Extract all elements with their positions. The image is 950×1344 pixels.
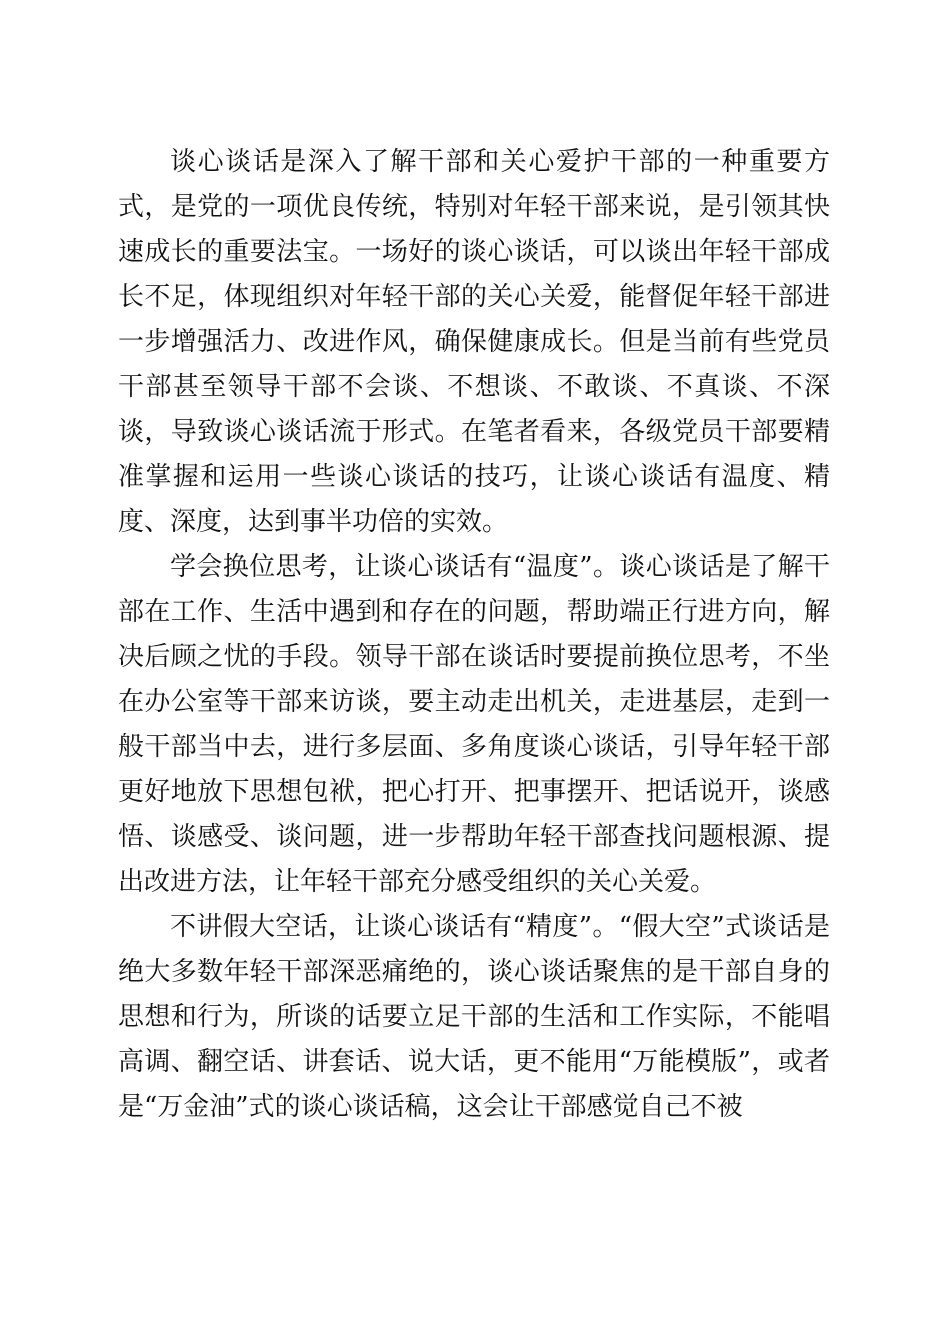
document-body	[118, 140, 830, 1130]
paragraph-warmth: 学会换位思考，让谈心谈话有“温度”。谈心谈话是了解干部在工作、生活中遇到和存在的问题，帮助端正行进方向，解决后顾之忧的手段。领导干部在谈话时要提前换位思考，不坐在办公室等干部来访谈，要主动走出机关，走进基层，走到一般干部当中去，进行多层面、多角度谈心谈话，引导年轻干部更好地放下思想包袱，把心打开、把事摆开、把话说开，谈感悟、谈感受、谈问题，进一步帮助年轻干部查找问题根源、提出改进方法，让年轻干部充分感受组织的关心关爱。	[118, 552, 830, 897]
paragraph-intro: 谈心谈话是深入了解干部和关心爱护干部的一种重要方式，是党的一项优良传统，特别对年轻干部来说，是引领其快速成长的重要法宝。一场好的谈心谈话，可以谈出年轻干部成长不足，体现组织对年轻干部的关心关爱，能督促年轻干部进一步增强活力、改进作风，确保健康成长。但是当前有些党员干部甚至领导干部不会谈、不想谈、不敢谈、不真谈、不深谈，导致谈心谈话流于形式。在笔者看来，各级党员干部要精准掌握和运用一些谈心谈话的技巧，让谈心谈话有温度、精度、深度，达到事半功倍的实效。	[118, 147, 830, 537]
paragraph-precision: 不讲假大空话，让谈心谈话有“精度”。“假大空”式谈话是绝大多数年轻干部深恶痛绝的，谈心谈话聚焦的是干部自身的思想和行为，所谈的话要立足干部的生活和工作实际，不能唱高调、翻空话、讲套话、说大话，更不能用“万能模版”，或者是“万金油”式的谈心谈话稿，这会让干部感觉自己不被	[118, 912, 830, 1122]
